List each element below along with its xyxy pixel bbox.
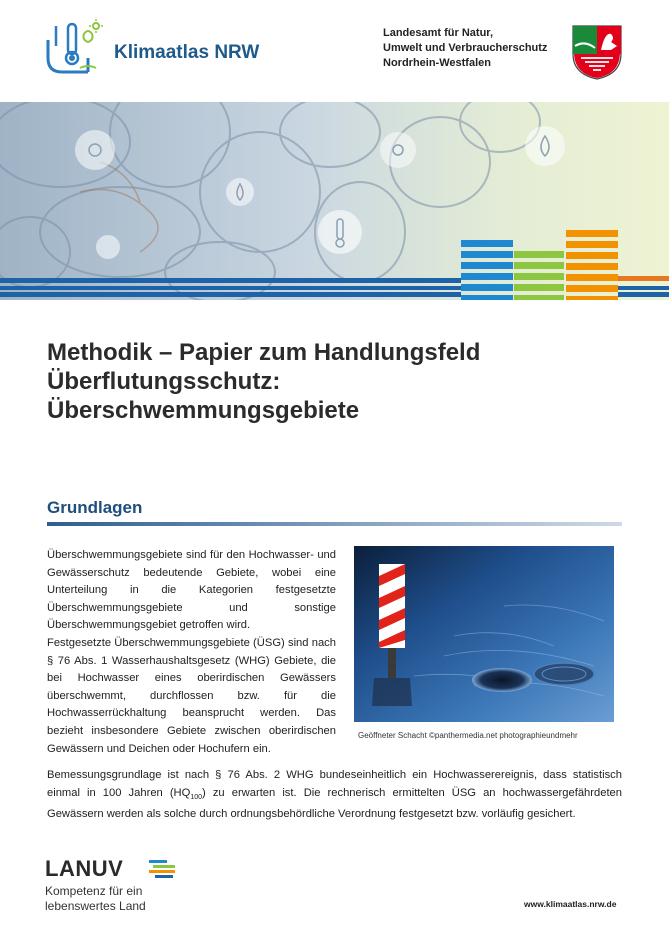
section-divider [47,522,622,526]
page-title [47,338,627,425]
tagline-line: Kompetenz für ein [45,884,143,898]
lanuv-bars-icon [149,860,179,880]
klimaatlas-logo-icon [44,18,106,76]
lanuv-logo [45,856,185,916]
logo-text: Klimaatlas NRW [114,42,260,63]
title-line: Methodik – Papier zum Handlungsfeld [47,339,481,366]
subscript: 100 [190,793,203,801]
section-heading: Grundlagen [47,498,143,517]
title-line: Überschwemmungsgebiete [47,397,360,424]
agency-name [383,26,547,71]
agency-line: Landesamt für Natur, [383,27,494,39]
body-paragraph [47,767,622,824]
body-paragraph: Überschwemmungsgebiete sind für den Hochwasser- und Gewässerschutz bedeutende Gebiete, wobei eine Unterteilung in die Kategorien festgesetzte Überschwemmungsgebiete und sonstige Überschwemmungsgebiet getroffen wird. [47,549,336,632]
header-banner [0,102,669,300]
body-paragraph: Festgesetzte Überschwemmungsgebiete (ÜSG) sind nach § 76 Abs. 1 Wasserhaushaltsgesetz (WHG) Gebiete, die bei Hochwasser eines oberirdischen Gewässers überschwemmt, durchflossen bzw. für die Hochwasserrückhaltung beansprucht werden. Das bezieht insbesondere Gebiete zwischen oberirdischen Gewässern und Deichen oder Hochufern ein. [47,636,336,755]
manhole-photo [354,546,614,722]
photo-caption: Geöffneter Schacht ©panthermedia.net photographieundmehr [358,731,578,740]
website-link[interactable]: www.klimaatlas.nrw.de [524,899,617,909]
flooded-manhole-image [354,546,614,722]
paragraph-text: Bemessungsgrundlage ist nach § 76 Abs. 2 WHG bundeseinheitlich ein Hochwasserereignis, dass statistisch einmal in 100 Jahren (HQ [47,769,622,799]
lanuv-tagline [45,884,146,914]
agency-line: Umwelt und Verbraucherschutz [383,42,548,54]
agency-line: Nordrhein-Westfalen [383,57,491,69]
banner-graphic [0,102,669,300]
body-full-width [47,767,622,824]
paragraph-text: ) zu erwarten ist. Die rechnerisch ermittelten ÜSG an hochwassergefährdeten Gewässern werden als solche durch ordnungsbehördliche Verordnung festgesetzt bzw. vorläufig gesichert. [47,786,622,821]
lanuv-wordmark: LANUV [45,856,124,881]
klimaatlas-logo [44,18,284,78]
body-column [47,547,336,758]
title-line: Überflutungsschutz: [47,368,281,395]
nrw-crest-icon [571,24,623,80]
tagline-line: lebenswertes Land [45,899,146,913]
